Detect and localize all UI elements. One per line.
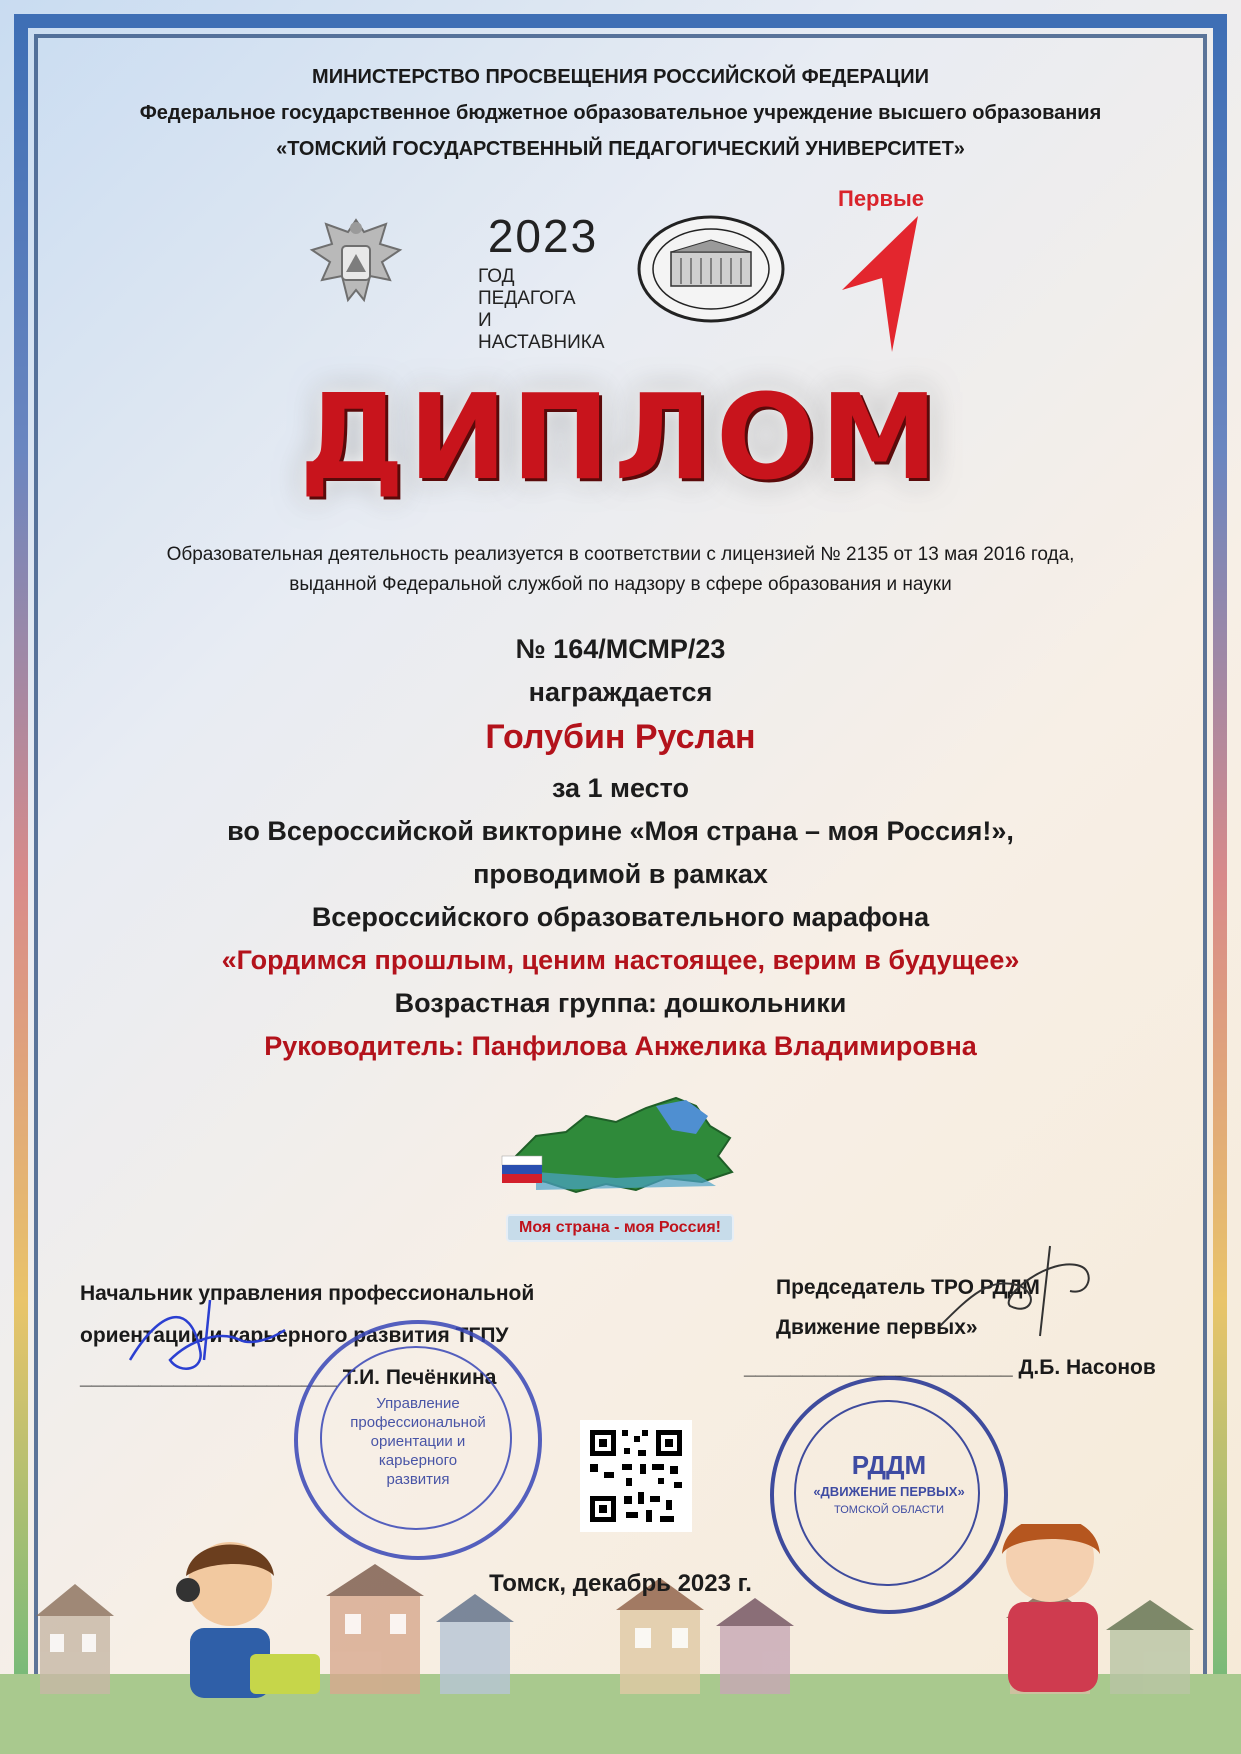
university-seal-icon <box>636 214 786 324</box>
institution-type: Федеральное государственное бюджетное образовательное учреждение высшего образования <box>139 102 1102 124</box>
right-signatory-name: _______________________ Д.Б. Насонов <box>744 1356 1156 1379</box>
left-signatory-title-2: ориентации и карьерного развития ТГПУ <box>80 1324 509 1347</box>
ministry-emblem-icon <box>306 210 406 320</box>
held-text: проводимой в рамках <box>473 859 768 889</box>
recipient-name: Голубин Руслан <box>485 718 756 756</box>
right-stamp-title: РДДМ <box>851 1450 927 1480</box>
license-line-1: Образовательная деятельность реализуется в соответствии с лицензией № 2135 от 13 мая 2016 года, <box>166 544 1075 565</box>
diploma-number: № 164/МСМР/23 <box>515 634 726 664</box>
left-signatory-name: ______________________ Т.И. Печёнкина <box>80 1366 497 1389</box>
footer-city-illustration <box>0 1524 1241 1754</box>
ministry-heading: МИНИСТЕРСТВО ПРОСВЕЩЕНИЯ РОССИЙСКОЙ ФЕДЕРАЦИИ <box>312 66 929 88</box>
right-stamp-subtitle: «ДВИЖЕНИЕ ПЕРВЫХ» <box>813 1484 965 1499</box>
left-signature-scribble-icon <box>120 1290 290 1380</box>
age-group: Возрастная группа: дошкольники <box>394 988 847 1018</box>
year-logo-line2: И НАСТАВНИКА <box>478 310 605 353</box>
pervye-logo-text: Первые <box>838 186 925 211</box>
event-text: во Всероссийской викторине «Моя страна – моя Россия!», <box>227 816 1014 846</box>
right-signature-scribble-icon <box>930 1236 1110 1346</box>
right-signatory-title-2: Движение первых» <box>776 1316 978 1339</box>
marathon-slogan: «Гордимся прошлым, ценим настоящее, верим в будущее» <box>221 945 1020 975</box>
year-of-teacher-logo <box>478 210 608 353</box>
diploma-title: ДИПЛОМ <box>299 368 942 506</box>
quiz-logo-caption: Моя страна - моя Россия! <box>506 1214 734 1242</box>
license-line-2: выданной Федеральной службой по надзору в сфере образования и науки <box>289 574 952 595</box>
left-stamp-text: Управление профессиональной ориентации и карьерного развития <box>350 1395 486 1488</box>
boy-character-icon <box>176 1542 320 1698</box>
pervye-arrow-icon <box>838 212 928 352</box>
marathon-text: Всероссийского образовательного марафона <box>311 902 930 932</box>
pervye-logo <box>838 186 938 356</box>
year-logo-digits: 2023 <box>487 210 599 262</box>
right-stamp-region: ТОМСКОЙ ОБЛАСТИ <box>834 1504 944 1516</box>
supervisor-text: Руководитель: Панфилова Анжелика Владимировна <box>264 1031 977 1061</box>
qr-code[interactable] <box>580 1420 692 1532</box>
university-name: «ТОМСКИЙ ГОСУДАРСТВЕННЫЙ ПЕДАГОГИЧЕСКИЙ УНИВЕРСИТЕТ» <box>276 138 965 160</box>
awarded-label: награждается <box>528 677 713 707</box>
place-text: за 1 место <box>551 773 690 803</box>
place-and-date: Томск, декабрь 2023 г. <box>489 1570 752 1597</box>
right-signatory-title-1: Председатель ТРО РДДМ <box>776 1276 1040 1299</box>
year-logo-line1: ГОД ПЕДАГОГА <box>478 266 576 309</box>
quiz-map-logo <box>496 1086 740 1240</box>
left-signatory-title-1: Начальник управления профессиональной <box>80 1282 535 1305</box>
girl-character-icon <box>1002 1524 1100 1692</box>
